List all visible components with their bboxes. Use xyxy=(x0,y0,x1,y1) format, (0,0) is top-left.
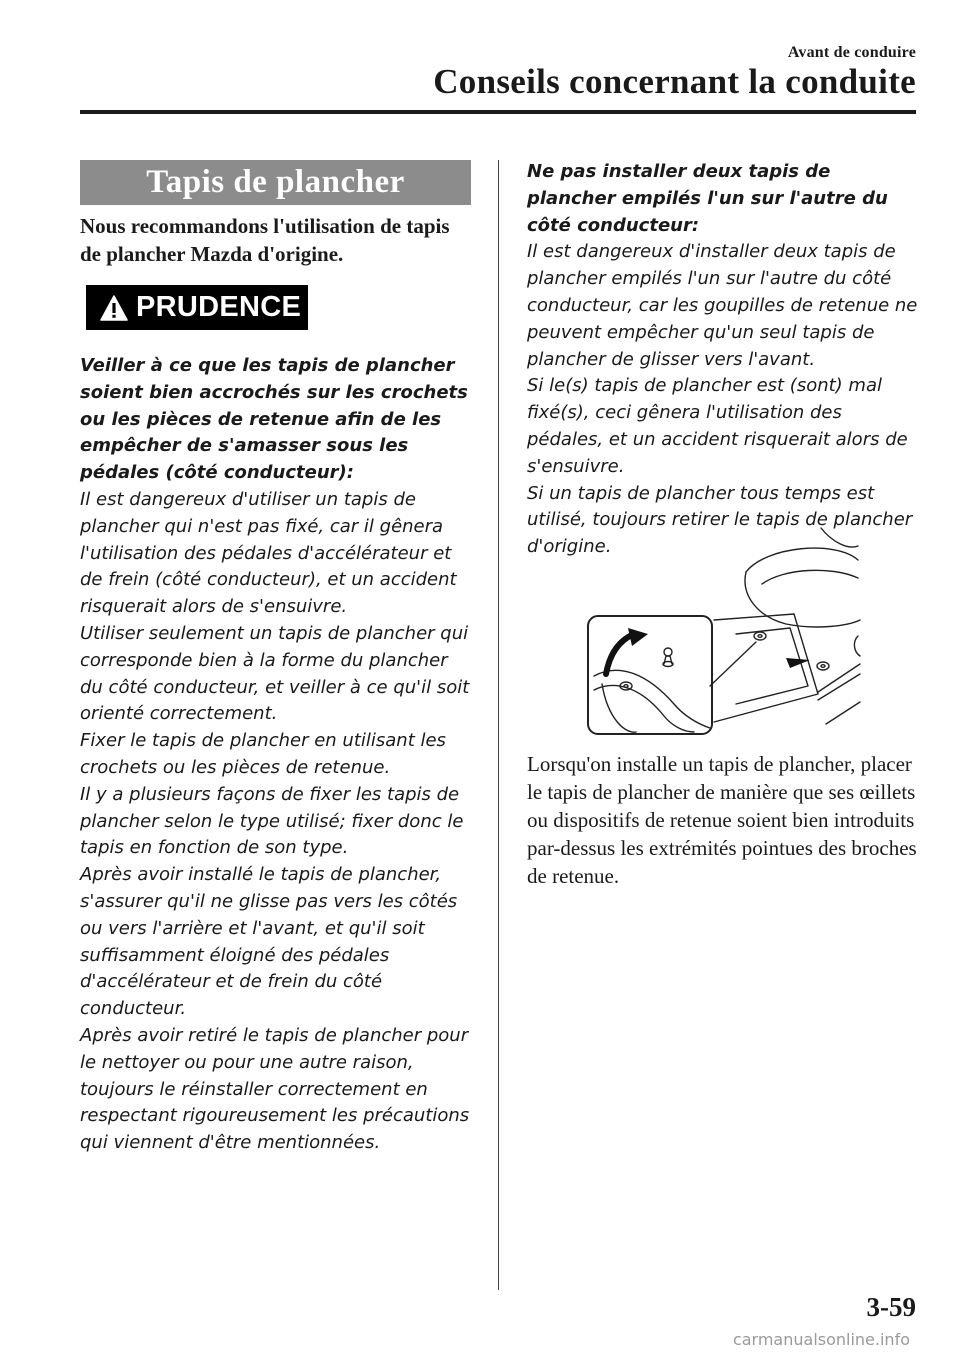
section-title-banner: Tapis de plancher xyxy=(80,160,471,205)
right-paragraph: Si le(s) tapis de plancher est (sont) mal fixé(s), ceci gênera l'utilisation des pédales, et un accident risquerait alors de s'ensuivre. xyxy=(527,375,908,477)
figure-caption: Lorsqu'on installe un tapis de plancher, placer le tapis de plancher de manière que ses œillets ou dispositifs de retenue soient bien introduits par-dessus les extrémités pointues des broches de retenue. xyxy=(527,752,917,888)
header-rule xyxy=(80,110,916,114)
left-paragraph: Il est dangereux d'utiliser un tapis de plancher qui n'est pas fixé, car il gênera l'utilisation des pédales d'accélérateur et de frein (côté conducteur), et un accident risquerait alors de s'ensuivre. xyxy=(80,488,457,618)
left-paragraph: Utiliser seulement un tapis de plancher qui corresponde bien à la forme du plancher du côté conducteur, et veiller à ce qu'il soit orienté correctement. xyxy=(80,622,470,725)
right-paragraph: Il est dangereux d'installer deux tapis de plancher empilés l'un sur l'autre du côté conducteur, car les goupilles de retenue ne peuvent empêcher qu'un seul tapis de plancher de glisser vers l'avant. xyxy=(527,241,918,370)
caution-label-box xyxy=(86,285,308,330)
left-heading: Veiller à ce que les tapis de plancher soient bien accrochés sur les crochets ou les pièces de retenue afin de les empêcher de s'amasser sous les pédales (côté conducteur): xyxy=(80,355,468,484)
floor-mat-illustration xyxy=(586,524,862,736)
header-section-label: Avant de conduire xyxy=(787,44,916,61)
watermark: carmanualsonline.info xyxy=(732,1330,910,1349)
left-paragraph: Après avoir retiré le tapis de plancher pour le nettoyer ou pour une autre raison, toujours le réinstaller correctement en respectant rigoureusement les précautions qui viennent d'être mentionnées. xyxy=(80,1024,470,1154)
right-paragraph: Si un tapis de plancher tous temps est utilisé, toujours retirer le tapis de plancher d'origine. xyxy=(527,482,913,558)
right-heading: Ne pas installer deux tapis de plancher empilés l'un sur l'autre du côté conducteur: xyxy=(527,161,888,236)
intro-text: Nous recommandons l'utilisation de tapis de plancher Mazda d'origine. xyxy=(80,214,450,266)
column-divider xyxy=(498,160,499,1290)
header-chapter-title: Conseils concernant la conduite xyxy=(433,62,916,101)
caution-label: PRUDENCE xyxy=(136,291,302,323)
left-paragraph: Fixer le tapis de plancher en utilisant les crochets ou les pièces de retenue. xyxy=(80,730,446,778)
left-paragraph: Il y a plusieurs façons de fixer les tapis de plancher selon le type utilisé; fixer donc le tapis en fonction de son type. xyxy=(80,783,464,859)
page-number: 3-59 xyxy=(866,1292,916,1322)
warning-triangle-icon xyxy=(100,295,128,321)
left-column-text xyxy=(80,353,475,1157)
right-column-text xyxy=(527,159,919,561)
left-paragraph: Après avoir installé le tapis de plancher, s'assurer qu'il ne glisse pas vers les côtés ou vers l'arrière et l'avant, et qu'il soit suffisamment éloigné des pédales d'accélérateur et de frein du côté conducteur. xyxy=(80,864,458,1020)
